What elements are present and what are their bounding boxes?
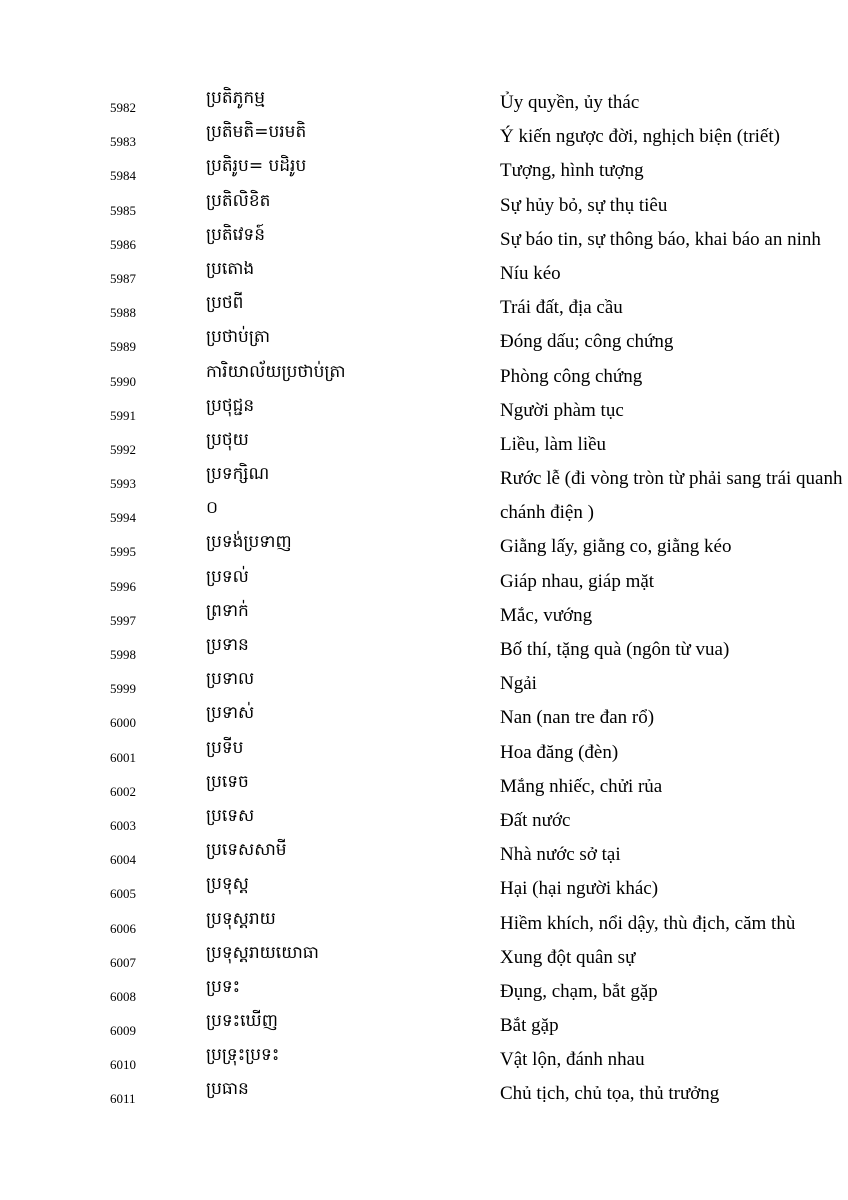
entry-number: 6002 [110, 783, 136, 799]
khmer-headword: ប្រទល់ [206, 566, 249, 587]
khmer-headword: ប្រទេស [206, 805, 255, 826]
vietnamese-definition: Phòng công chứng [500, 365, 643, 387]
dictionary-entry-row [0, 565, 848, 599]
khmer-headword: ប្រទេច [206, 771, 249, 792]
khmer-headword: ប្រថាប់ត្រា [206, 327, 271, 348]
vietnamese-definition: Nan (nan tre đan rổ) [500, 707, 655, 729]
dictionary-entry-row [0, 462, 848, 496]
entry-number: 5985 [110, 202, 136, 218]
khmer-headword: ប្រទុស្តរាយយោធា [206, 942, 319, 963]
entry-number: 5998 [110, 647, 136, 662]
vietnamese-definition: Trái đất, địa cầu [500, 297, 623, 319]
vietnamese-definition: Đất nước [500, 809, 571, 831]
vietnamese-definition: Ý kiến ngược đời, nghịch biện (triết) [500, 126, 780, 148]
khmer-headword: ការិយាល័យប្រថាប់ត្រា [206, 361, 346, 382]
entry-number: 6001 [110, 749, 136, 765]
entry-number: 6003 [110, 817, 136, 833]
dictionary-entry-row [0, 1009, 848, 1043]
dictionary-entry-row [0, 189, 848, 223]
khmer-headword: ប្រទះ [206, 976, 241, 997]
dictionary-entry-list [0, 86, 848, 1112]
entry-number: 5993 [110, 476, 136, 492]
entry-number: 5988 [110, 305, 136, 321]
vietnamese-definition: Ủy quyền, ủy thác [500, 92, 640, 113]
khmer-headword: ប្រថុយ [206, 429, 249, 450]
dictionary-entry-row [0, 907, 848, 941]
vietnamese-definition: Giằng lấy, giằng co, giằng kéo [500, 536, 732, 558]
vietnamese-definition: Hại (hại người khác) [500, 878, 659, 900]
khmer-headword: ប្រតិលិខិត [206, 190, 271, 211]
dictionary-entry-row [0, 1043, 848, 1077]
entry-number: 5991 [110, 407, 136, 423]
dictionary-entry-row [0, 838, 848, 872]
vietnamese-definition: Níu kéo [500, 262, 561, 284]
entry-number: 6007 [110, 954, 136, 970]
entry-number: 6005 [110, 886, 136, 902]
khmer-headword: ប្រតិមតិ=បរមតិ [206, 122, 307, 143]
dictionary-entry-row [0, 941, 848, 975]
vietnamese-definition: Đóng dấu; công chứng [500, 331, 674, 353]
dictionary-entry-row [0, 770, 848, 804]
dictionary-entry-row [0, 428, 848, 462]
entry-number: 5999 [110, 681, 136, 697]
dictionary-entry-row [0, 872, 848, 906]
khmer-headword: ប្រទីប [206, 737, 244, 758]
dictionary-entry-row [0, 804, 848, 838]
khmer-headword: ប្រតោង [206, 258, 255, 279]
vietnamese-definition: Hiềm khích, nổi dậy, thù địch, căm thù [500, 912, 796, 934]
khmer-headword: ប្រទង់ប្រទាញ [206, 532, 292, 553]
entry-number: 5986 [110, 236, 136, 252]
vietnamese-definition: Vật lộn, đánh nhau [500, 1049, 645, 1071]
dictionary-entry-row [0, 223, 848, 257]
dictionary-entry-row [0, 496, 848, 530]
entry-number: 5984 [110, 168, 136, 184]
khmer-headword: ប្រទេសសាមី [206, 840, 287, 861]
entry-number: 6011 [110, 1091, 136, 1107]
entry-number: 5990 [110, 373, 136, 389]
vietnamese-definition: Liều, làm liều [500, 433, 607, 455]
dictionary-entry-row [0, 1077, 848, 1111]
vietnamese-definition: Chủ tịch, chủ tọa, thủ trưởng [500, 1083, 720, 1105]
vietnamese-definition: Bố thí, tặng quà (ngôn từ vua) [500, 639, 730, 660]
dictionary-entry-row [0, 633, 848, 667]
khmer-headword: ០ [206, 498, 219, 519]
entry-number: 5987 [110, 270, 136, 286]
vietnamese-definition: Mắng nhiếc, chửi rủa [500, 775, 663, 797]
dictionary-entry-row [0, 325, 848, 359]
khmer-headword: ប្រទាល [206, 669, 255, 690]
entry-number: 5992 [110, 441, 136, 457]
vietnamese-definition: Ngải [500, 673, 537, 695]
khmer-headword: ប្រថពី [206, 293, 244, 314]
khmer-headword: ប្រតិវេទន៍ [206, 224, 266, 245]
vietnamese-definition: Giáp nhau, giáp mặt [500, 570, 655, 592]
khmer-headword: ប្រទាស់ [206, 703, 255, 724]
entry-number: 5989 [110, 339, 136, 355]
khmer-headword: ប្រទះឃើញ [206, 1011, 278, 1032]
dictionary-entry-row [0, 599, 848, 633]
dictionary-entry-row [0, 86, 848, 120]
vietnamese-definition: Đụng, chạm, bắt gặp [500, 980, 658, 1002]
khmer-headword: ព្រទាក់ [206, 600, 249, 621]
khmer-headword: ប្រថុជ្ជន [206, 395, 255, 416]
dictionary-entry-row [0, 975, 848, 1009]
dictionary-entry-row [0, 667, 848, 701]
dictionary-entry-row [0, 701, 848, 735]
entry-number: 5995 [110, 544, 136, 560]
dictionary-entry-row [0, 394, 848, 428]
dictionary-entry-row [0, 120, 848, 154]
vietnamese-definition: Hoa đăng (đèn) [500, 741, 619, 763]
dictionary-entry-row [0, 360, 848, 394]
dictionary-entry-row [0, 291, 848, 325]
entry-number: 5982 [110, 100, 136, 115]
dictionary-entry-row [0, 154, 848, 188]
entry-number: 6010 [110, 1057, 136, 1073]
entry-number: 6006 [110, 920, 136, 936]
vietnamese-definition: chánh điện ) [500, 502, 594, 524]
vietnamese-definition: Sự hủy bỏ, sự thụ tiêu [500, 194, 668, 216]
khmer-headword: ប្រទុស្តរាយ [206, 908, 276, 929]
entry-number: 5983 [110, 134, 136, 150]
vietnamese-definition: Nhà nước sở tại [500, 844, 621, 866]
vietnamese-definition: Bắt gặp [500, 1015, 559, 1037]
entry-number: 5996 [110, 578, 136, 594]
vietnamese-definition: Người phàm tục [500, 399, 624, 421]
khmer-headword: ប្រតិរូប= បដិរូប [206, 156, 307, 177]
khmer-headword: ប្រតិភូកម្ម [206, 88, 266, 108]
khmer-headword: ប្រទាន [206, 635, 249, 655]
entry-number: 5997 [110, 612, 136, 628]
khmer-headword: ប្រទ្រុះប្រទះ [206, 1045, 280, 1066]
vietnamese-definition: Rước lễ (đi vòng tròn từ phải sang trái quanh [500, 468, 843, 490]
entry-number: 6000 [110, 715, 136, 731]
entry-number: 6004 [110, 852, 136, 868]
dictionary-entry-row [0, 530, 848, 564]
vietnamese-definition: Xung đột quân sự [500, 946, 636, 968]
khmer-headword: ប្រធាន [206, 1079, 249, 1100]
khmer-headword: ប្រទុស្ត [206, 874, 249, 895]
vietnamese-definition: Mắc, vướng [500, 604, 593, 626]
entry-number: 5994 [110, 510, 136, 526]
vietnamese-definition: Tượng, hình tượng [500, 160, 644, 182]
entry-number: 6008 [110, 988, 136, 1004]
dictionary-entry-row [0, 736, 848, 770]
khmer-headword: ប្រទក្សិណ [206, 464, 270, 485]
dictionary-entry-row [0, 257, 848, 291]
entry-number: 6009 [110, 1023, 136, 1039]
vietnamese-definition: Sự báo tin, sự thông báo, khai báo an ninh [500, 228, 821, 250]
